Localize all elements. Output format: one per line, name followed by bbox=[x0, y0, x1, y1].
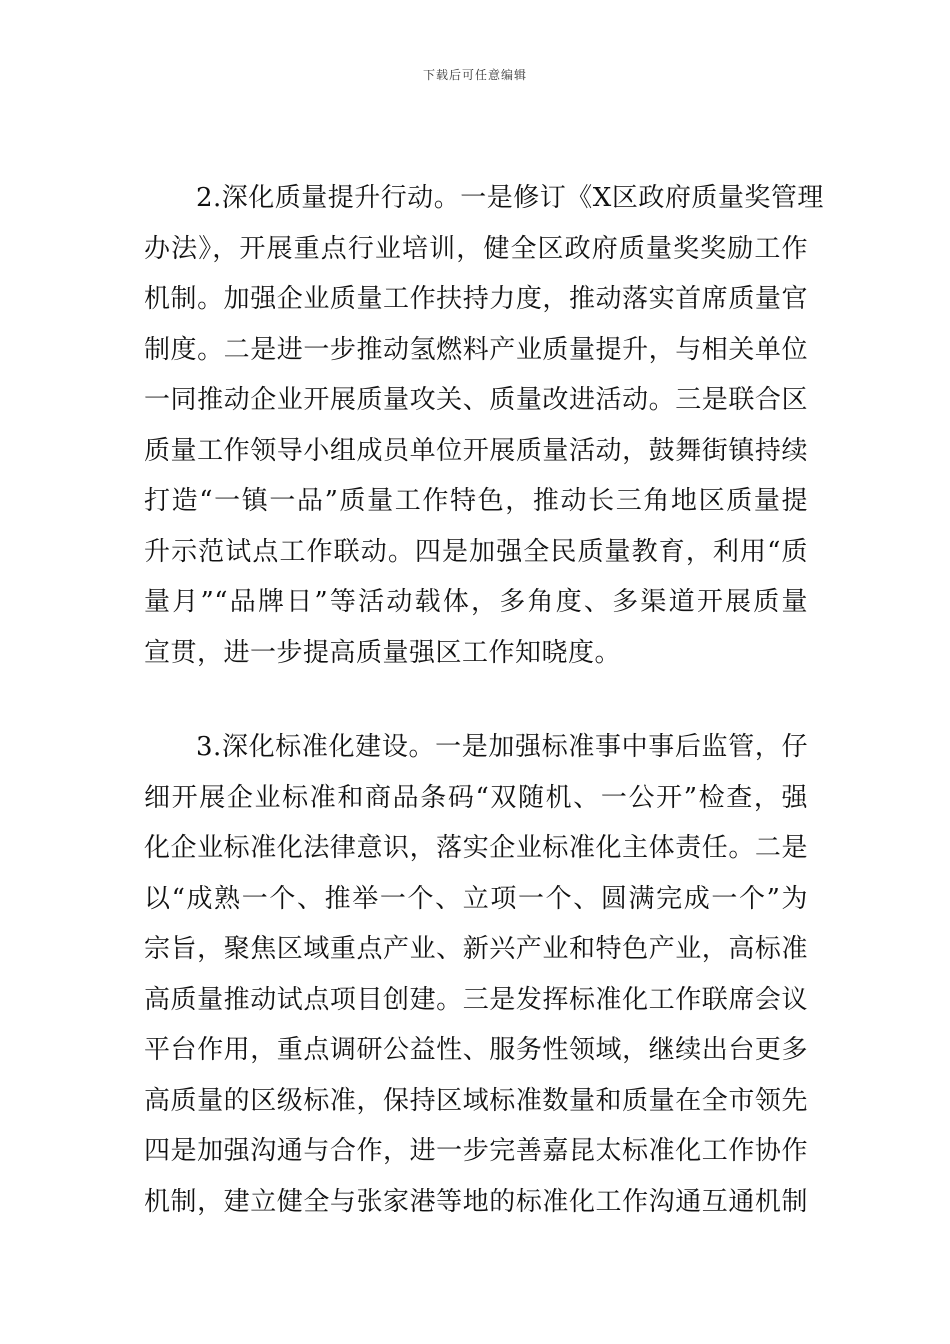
paragraph-standardization bbox=[144, 722, 808, 1227]
text-line: 机制。加强企业质量工作扶持力度，推动落实首席质量官 bbox=[144, 284, 808, 314]
paragraph-quality-promotion bbox=[144, 173, 824, 678]
text-line: 高质量的区级标准，保持区域标准数量和质量在全市领先 bbox=[144, 1085, 808, 1116]
text-line: 3.深化标准化建设。一是加强标准事中事后监管，仔 bbox=[196, 732, 808, 762]
text-line: 宗旨，聚焦区域重点产业、新兴产业和特色产业，高标准 bbox=[144, 934, 808, 964]
text-line: 一同推动企业开展质量攻关、质量改进活动。三是联合区 bbox=[144, 385, 808, 415]
text-line: 质量工作领导小组成员单位开展质量活动，鼓舞街镇持续 bbox=[144, 435, 808, 466]
text-line: 机制，建立健全与张家港等地的标准化工作沟通互通机制 bbox=[144, 1186, 808, 1217]
text-line: 高质量推动试点项目创建。三是发挥标准化工作联席会议 bbox=[144, 984, 808, 1015]
text-line: 打造“一镇一品”质量工作特色，推动长三角地区质量提 bbox=[144, 486, 808, 516]
text-line: 化企业标准化法律意识，落实企业标准化主体责任。二是 bbox=[144, 833, 808, 863]
text-line: 以“成熟一个、推举一个、立项一个、圆满完成一个”为 bbox=[144, 883, 808, 914]
text-line: 四是加强沟通与合作，进一步完善嘉昆太标准化工作协作 bbox=[144, 1136, 808, 1166]
text-line: 制度。二是进一步推动氢燃料产业质量提升，与相关单位 bbox=[144, 334, 808, 365]
text-line: 2.深化质量提升行动。一是修订《X区政府质量奖管理 bbox=[196, 183, 824, 213]
text-line: 升示范试点工作联动。四是加强全民质量教育，利用“质 bbox=[144, 536, 808, 567]
text-line: 量月”“品牌日”等活动载体，多角度、多渠道开展质量 bbox=[144, 587, 808, 617]
text-line: 宣贯，进一步提高质量强区工作知晓度。 bbox=[144, 637, 622, 668]
text-line: 细开展企业标准和商品条码“双随机、一公开”检查，强 bbox=[144, 782, 808, 813]
text-line: 办法》，开展重点行业培训，健全区政府质量奖奖励工作 bbox=[144, 233, 808, 264]
download-note: 下载后可任意编辑 bbox=[422, 68, 527, 82]
text-line: 平台作用，重点调研公益性、服务性领域，继续出台更多 bbox=[144, 1035, 808, 1065]
